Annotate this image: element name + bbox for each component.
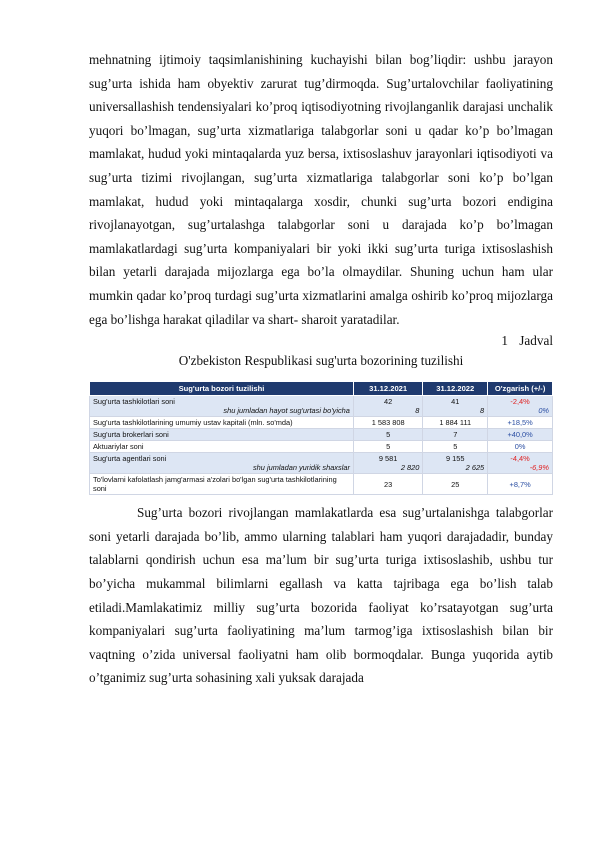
- header-structure: Sug'urta bozori tuzilishi: [90, 382, 354, 396]
- table-title: O'zbekiston Respublikasi sug'urta bozorining tuzilishi: [178, 353, 464, 369]
- row-value-2022: 41 8: [423, 396, 488, 417]
- paragraph-developed-markets: Sug’urta bozori rivojlangan mamlakatlarda esa sug’urtalanishga talabgorlar soni yetarli darajada bo’lib, ammo ularning talablari ham yuqori darajadadir, bunday talablarni qondirish uchun esa ma’lum bir sug’urta turiga ixtisoslashib, ushbu tur bo’yicha mukammal bilimlarni egallash va katta tajribaga ega bo’lish talab etiladi.Mamlakatimiz milliy sug’urta bozorida faoliyat ko’rsatayotgan sug’urta kompaniyalari sug’urta faoliyatining ma’lum tarmog’iga ixtisoslashish bilan bir vaqtning o’zida universal faoliyatni ham olib bormoqdalar. Bunga yuqorida aytib o’tganimiz sug’urta sohasining xali yuksak darajada: [89, 505, 553, 686]
- row-label: Aktuariylar soni: [90, 441, 354, 453]
- table-number: 1 Jadval: [501, 333, 553, 349]
- row-value-2021: 42 8: [353, 396, 422, 417]
- row-value-2021: 1 583 808: [353, 417, 422, 429]
- table-row: [90, 396, 553, 417]
- row-value-2021: 5: [353, 441, 422, 453]
- row-change: 0%: [488, 441, 553, 453]
- row-label: Sug'urta agentlari soni shu jumladan yuridik shaxslar: [90, 453, 354, 474]
- row-label: Sug'urta brokerlari soni: [90, 429, 354, 441]
- table-row: [90, 417, 553, 429]
- row-label: Sug'urta tashkilotlarining umumiy ustav kapitali (mln. so'mda): [90, 417, 354, 429]
- row-change: -4,4% -6,9%: [488, 453, 553, 474]
- row-change: +8,7%: [488, 474, 553, 495]
- header-2022: 31.12.2022: [423, 382, 488, 396]
- row-value-2021: 23: [353, 474, 422, 495]
- row-value-2022: 5: [423, 441, 488, 453]
- header-change: O'zgarish (+/-): [488, 382, 553, 396]
- row-change: -2,4% 0%: [488, 396, 553, 417]
- row-value-2022: 9 155 2 625: [423, 453, 488, 474]
- header-2021: 31.12.2021: [353, 382, 422, 396]
- row-value-2022: 25: [423, 474, 488, 495]
- market-structure-table: [89, 381, 553, 495]
- table-header-row: [90, 382, 553, 396]
- row-value-2022: 7: [423, 429, 488, 441]
- row-label: To'lovlarni kafolatlash jamg'armasi a'zolari bo'lgan sug'urta tashkilotlarining soni: [90, 474, 354, 495]
- document-page: [89, 48, 553, 690]
- row-value-2021: 9 581 2 820: [353, 453, 422, 474]
- table-row: [90, 429, 553, 441]
- paragraph-intro: mehnatning ijtimoiy taqsimlanishining kuchayishi bilan bog’liqdir: ushbu jarayon sug’urta ishida ham obyektiv zarurat tug’dirmoqda. Sug’urtalovchilar faoliyatining universallashish tendensiyalari ko’proq iqtisodiyotning rivojlanganlik darajasi unchalik yuqori bo’lmagan, sug’urta xizmatlariga talabgorlar soni u qadar ko’p bo’lmagan mamlakat, hudud yoki mintaqalarda yuz bersa, ixtisoslashuv jarayonlari iqtisodiyoti va sug’urta tizimi rivojlangan, sug’urta xizmatlariga talabgorlar soni ko’p bo’lgan mamlakat, hudud yoki mintaqalarga xosdir, chunki sug’urta bozori endigina rivojlanayotgan, sug’urtalashga talabgorlar soni u darajada ko’p bo’lmagan mamlakatlardagi sug’urta kompaniyalari bir yoki ikki sug’urta turiga ixtisoslashish bilan yetarli darajada mijozlarga ega bo’la olmaydilar. Shuning uchun ham ular mumkin qadar ko’proq turdagi sug’urta xizmatlarini amalga oshirib ko’proq mijozlarga ega bo’lishga harakat qiladilar va shart- sharoit yaratadilar.: [89, 52, 553, 327]
- table-row: [90, 474, 553, 495]
- row-value-2022: 1 884 111: [423, 417, 488, 429]
- row-label: Sug'urta tashkilotlari soni shu jumladan hayot sug'urtasi bo'yicha: [90, 396, 354, 417]
- row-value-2021: 5: [353, 429, 422, 441]
- row-change: +40,0%: [488, 429, 553, 441]
- table-row: [90, 441, 553, 453]
- row-change: +18,5%: [488, 417, 553, 429]
- market-structure-table-wrapper: [89, 381, 553, 495]
- table-row: [90, 453, 553, 474]
